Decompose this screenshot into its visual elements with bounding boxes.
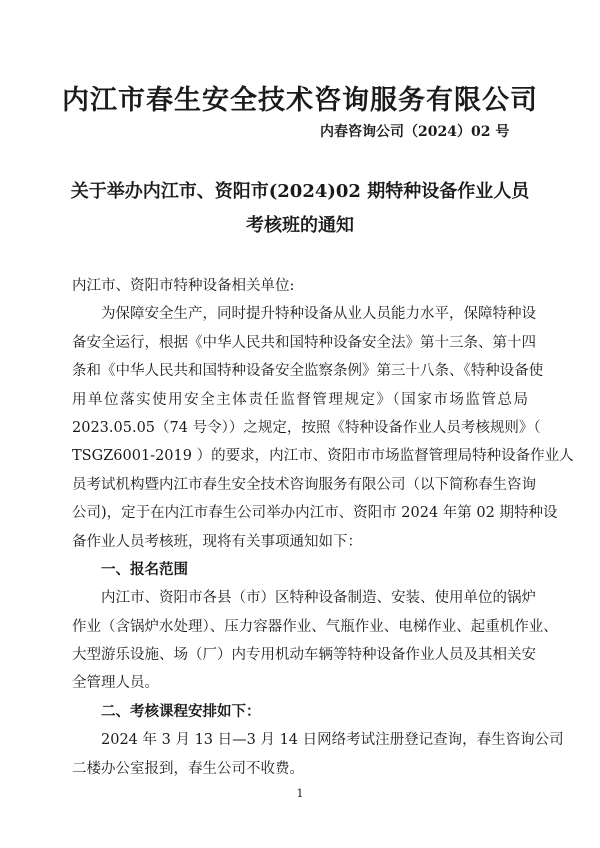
- section2-line: 2024 年 3 月 13 日—3 月 14 日网络考试注册登记查询，春生咨询公司: [101, 732, 564, 749]
- intro-line: 为保障安全生产，同时提升特种设备从业人员能力水平，保障特种设: [101, 306, 536, 323]
- intro-line: 备作业人员考核班，现将有关事项通知如下：: [72, 533, 362, 550]
- section1-line: 作业（含锅炉水处理）、压力容器作业、气瓶作业、电梯作业、起重机作业、: [72, 618, 558, 635]
- intro-line: 条和《中华人民共和国特种设备安全监察条例》第三十八条、《特种设备使: [72, 363, 544, 380]
- document-body: [72, 272, 574, 783]
- section2-line: 二楼办公室报到，春生公司不收费。: [72, 760, 304, 777]
- notice-title-line2: 考核班的通知: [246, 215, 354, 236]
- intro-line: 公司)，定于在内江市春生公司举办内江市、资阳市 2024 年第 02 期特种设: [72, 505, 558, 522]
- section1-line: 内江市、资阳市各县（市）区特种设备制造、安装、使用单位的锅炉: [101, 590, 536, 607]
- section2-heading: 二、考核课程安排如下：: [101, 703, 261, 720]
- page-number: 1: [296, 787, 304, 800]
- intro-line: TSGZ6001-2019 ）的要求，内江市、资阳市市场监督管理局特种设备作业人: [72, 448, 574, 465]
- intro-line: 员考试机构暨内江市春生安全技术咨询服务有限公司（以下简称春生咨询: [72, 476, 536, 493]
- section1-heading: 一、报名范围: [101, 561, 188, 578]
- company-name: 内江市春生安全技术咨询服务有限公司: [62, 85, 538, 116]
- section1-line: 大型游乐设施、场（厂）内专用机动车辆等特种设备作业人员及其相关安: [72, 647, 536, 664]
- notice-title-line1: 关于举办内江市、资阳市(2024)02 期特种设备作业人员: [70, 181, 530, 202]
- intro-line: 备安全运行，根据《中华人民共和国特种设备安全法》第十三条、第十四: [72, 334, 536, 351]
- salutation: 内江市、资阳市特种设备相关单位:: [72, 278, 295, 294]
- section1-line: 全管理人员。: [72, 675, 159, 692]
- intro-line: 用单位落实使用安全主体责任监督管理规定》（国家市场监管总局: [72, 391, 528, 408]
- document-number: 内春咨询公司（2024）02 号: [320, 124, 510, 140]
- intro-line: 2023.05.05（74 号令））之规定，按照《特种设备作业人员考核规则》（: [72, 419, 541, 436]
